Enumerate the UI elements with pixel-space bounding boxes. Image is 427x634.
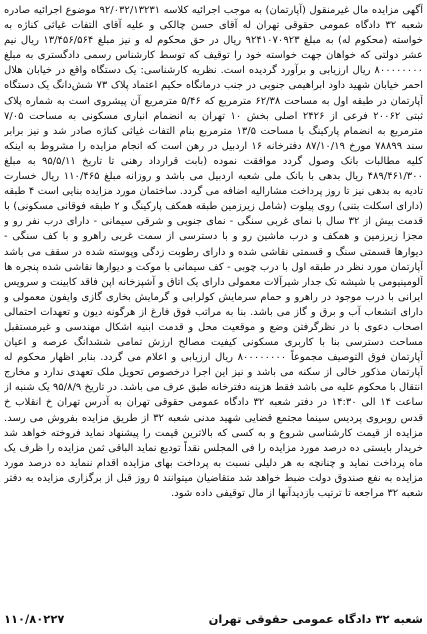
auction-notice-body: آگهی مزایده مال غیرمنقول (آپارتمان) به موجب اجرائیه کلاسه ۹۲/۰۳۲/۱۳۲۳۱ موضوع اجرائیه صادره شعبه ۳۲ دادگاه عمومی حقوقی تهران له آقای حسن چالکی و علیه آقای التفات غیاثی کناژه به خواسته (محکوم له) به مبلغ ۹۲۴۱۰۷۰۹۲۳ ریال در حق محکوم له و نیز مبلغ ۱۳/۴۵۶/۵۶۴ ریال نیم عشر دولتی که خواهان جهت خواسته خود را توقیف که توسط کارشناس رسمی دادگستری به مبلغ ۸۰۰۰۰۰۰۰۰ ریال ارزیابی و برآورد گردیده است. نظریه کارشناسی: یک دستگاه واقع در خیابان هلال احمر خیابان شهید داود ابراهیمی جنوبی در جنب درمانگاه حکیم اعتماد پلاک ۷۳ شش‌دانگ یک دستگاه آپارتمان در طبقه اول به مساحت ۶۲/۳۸ مترمربع که ۵/۴۶ مترمربع آن پیشروی است به شماره پلاک ثبتی ۲۰۰۶۲ فرعی از ۲۴۲۶ اصلی بخش ۱۰ تهران به انضمام انباری مسکونی به مساحت ۷/۰۵ مترمربع به انضمام پارکینگ با مساحت ۱۳/۵ مترمربع بنام التفات غیاثی کناژه صادر شد و نیز برابر سند ۷۸۸۹۹ مورخ ۸۷/۱۰/۱۹ دفترخانه ۱۶ اردبیل در رهن است که انجام مزایده را مشروط به اینکه کلیه مطالبات بانک وصول گردد موافقت نموده (بابت قرارداد رهنی تا تاریخ ۹۵/۵/۱۱ به مبلغ ۴۸۹/۴۶۱/۳۰۰ ریال بدهی با بانک ملی شعبه اردبیل می باشد و روزانه مبلغ ۱۱۰/۴۶۵ ریال خسارت تادیه به بدهی نیز تا روز پرداخت مشارالیه اضافه می گردد. ساختمان مورد مزایده بنایی است ۴ طبقه (دارای اسکلت بتنی) روی پیلوت (شامل زیرزمین طبقه همکف پارکینگ و ۲ طبقه فوقانی مسکونی) با قدمت بیش از ۳۲ سال با نمای غربی سنگی - نمای جنوبی و شرقی سیمانی - دارای درب نفر رو و مجزا زیرزمین و همکف و درب ماشین رو و با دسترسی از سمت غربی راهرو و با کف سنگی - دیوارها قسمتی سنگ و قسمتی نقاشی شده و دارای رطوبت زدگی وپوسته شده در سقف می باشد آپارتمان مورد نظر در طبقه اول با درب چوبی - کف سیمانی با موکت و دیوارها نقاشی شده پنجره ها آلومینیومی با شیشه تک جدار شیرآلات معمولی دارای یک اتاق و آشپزخانه اپن فاقد کابینت و سرویس ایرانی با درب موجود در راهرو و حمام سرمایش کولرابی و گرمایش بخاری گازی وایفون معمولی و دارای انشعاب آب و برق و گاز می باشد. بنا به مراتب فوق فارغ از هرگونه دیون و تعهدات احتمالی اصحاب دعوی با در نظرگرفتن وضع و موقعیت محل و قدمت ابنیه اشکال مهندسی و غیرمستقبل مساحت دسترسی بنا با کاربری مسکونی کیفیت مصالح ارزش تمامی ششدانگ عرصه و اعیان آپارتمان فوق التوصیف مجموعاً ۸۰۰۰۰۰۰۰۰ ریال ارزیابی و اعلام می گردد. بنابر اظهار محکوم له آپارتمان مذکور خالی از سکنه می باشد و نیز این اجرا درخصوص تحویل ملک تعهدی ندارد و مخارج انتقال با محکوم علیه می باشد فقط هزینه دفترخانه طبق عرف می باشد. در تاریخ ۹۵/۸/۹ یک شنبه از ساعت ۱۴ الی ۱۴:۳۰ در دفتر شعبه ۳۲ دادگاه عمومی حقوقی تهران به آدرس تهران خ انقلاب خ قدس روبروی پردیس سینما مجتمع قضایی شهید مدنی شعبه ۳۲ از طریق مزایده بفروش می رسد. مزایده از قیمت کارشناسی شروع و به کسی که بالاترین قیمت را پیشنهاد نماید فروخته خواهد شد خریدار بایستی ده درصد مورد مزایده را فی المجلس نقداً تودیع نماید الباقی ثمن مزایده را ظرف یک ماه پرداخت نماید و چنانچه به هر دلیلی نسبت به پرداخت بهای مزایده اقدام ننماید ده درصد مورد مزایده به نفع صندوق دولت ضبط خواهد شد متقاضیان میتوانند ۵ روز قبل از برگزاری مزایده به دفتر شعبه ۳۲ مراجعه تا ترتیب بازدیدآنها از مال توقیفی داده شود. [4, 5, 423, 499]
notice-footer [4, 610, 423, 628]
notice-code: ۱۱۰/۸۰۲۲۷ [4, 612, 65, 626]
court-signature: شعبه ۳۲ دادگاه عمومی حقوقی تهران [208, 612, 423, 626]
